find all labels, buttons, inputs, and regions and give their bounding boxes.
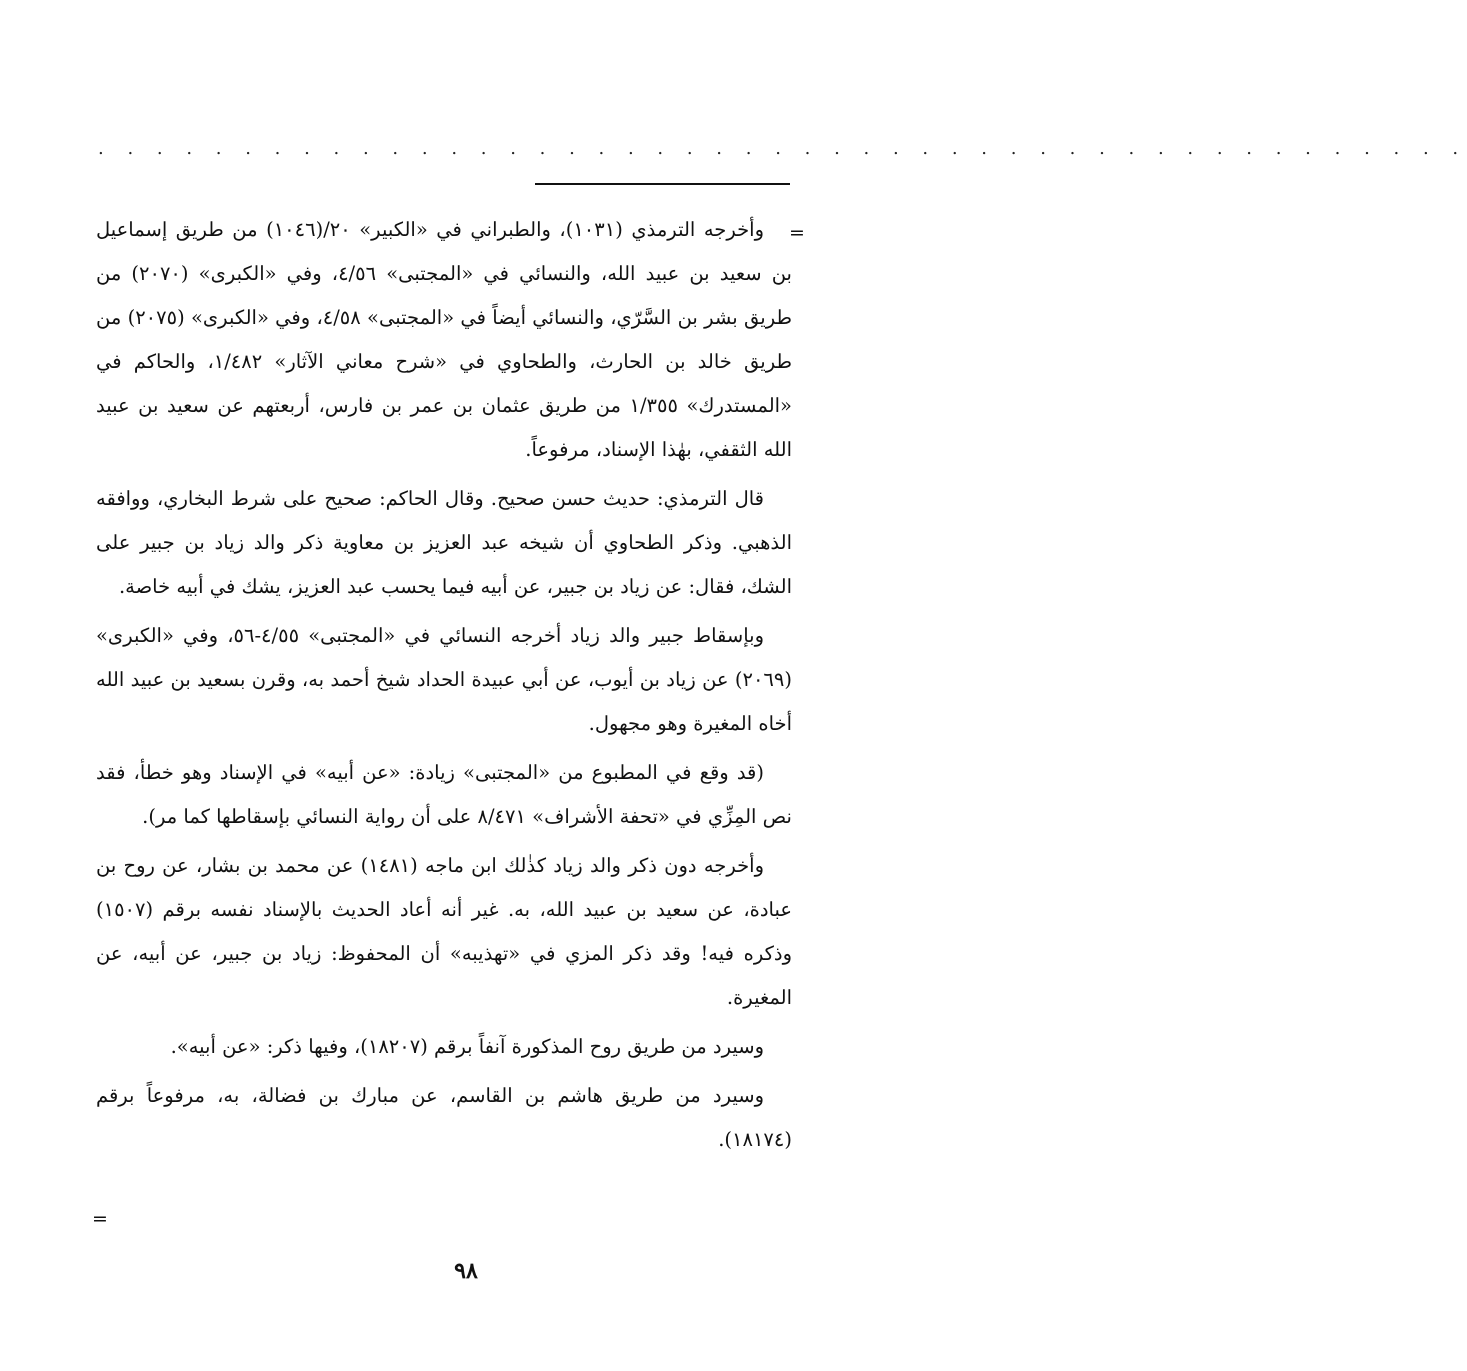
dotted-separator: . . . . . . . . . . . . . . . . . . . . . . . . . . . . . . . . . . . . . . . . . . . . . . . bbox=[98, 138, 1467, 159]
footnote-rule bbox=[535, 183, 790, 185]
continuation-mark-top: = bbox=[789, 222, 805, 244]
paragraph-4: (قد وقع في المطبوع من «المجتبى» زيادة: «عن أبيه» في الإسناد وهو خطأ، فقد نص المِزِّي في «تحفة الأشراف» ٨/٤٧١ على أن رواية النسائي بإسقاطها كما مر). bbox=[96, 761, 792, 828]
paragraph-5: وأخرجه دون ذكر والد زياد كذٰلك ابن ماجه (١٤٨١) عن محمد بن بشار، عن روح بن عبادة، عن سعيد بن عبيد الله، به. غير أنه أعاد الحديث بالإسناد نفسه برقم (١٥٠٧) وذكره فيه! وقد ذكر المزي في «تهذيبه» أن المحفوظ: زياد بن جبير، عن أبيه، عن المغيرة. bbox=[96, 854, 792, 1009]
paragraph-2: قال الترمذي: حديث حسن صحيح. وقال الحاكم: صحيح على شرط البخاري، ووافقه الذهبي. وذكر الطحاوي أن شيخه عبد العزيز بن معاوية ذكر والد زياد بن جبير على الشك، فقال: عن زياد بن جبير، عن أبيه فيما يحسب عبد العزيز، يشك في أبيه خاصة. bbox=[96, 487, 792, 598]
continuation-mark-bottom: = bbox=[92, 1208, 108, 1230]
paragraph-6: وسيرد من طريق روح المذكورة آنفاً برقم (١٨٢٠٧)، وفيها ذكر: «عن أبيه». bbox=[170, 1035, 764, 1058]
paragraph-3: وبإسقاط جبير والد زياد أخرجه النسائي في «المجتبى» ٤/٥٥-٥٦، وفي «الكبرى» (٢٠٦٩) عن زياد بن أيوب، عن أبي عبيدة الحداد شيخ أحمد به، وقرن بسعيد بن عبيد الله أخاه المغيرة وهو مجهول. bbox=[96, 624, 792, 735]
paragraph-1: وأخرجه الترمذي (١٠٣١)، والطبراني في «الكبير» ٢٠/(١٠٤٦) من طريق إسماعيل بن سعيد بن عبيد الله، والنسائي في «المجتبى» ٤/٥٦، وفي «الكبرى» (٢٠٧٠) من طريق بشر بن السَّرّي، والنسائي أيضاً في «المجتبى» ٤/٥٨، وفي «الكبرى» (٢٠٧٥) من طريق خالد بن الحارث، والطحاوي في «شرح معاني الآثار» ١/٤٨٢، والحاكم في «المستدرك» ١/٣٥٥ من طريق عثمان بن عمر بن فارس، أربعتهم عن سعيد بن عبيد الله الثقفي، بهٰذا الإسناد، مرفوعاً. bbox=[96, 218, 792, 461]
paragraph-7: وسيرد من طريق هاشم بن القاسم، عن مبارك بن فضالة، به، مرفوعاً برقم (١٨١٧٤). bbox=[96, 1084, 792, 1151]
page-number: ٩٨ bbox=[454, 1258, 478, 1284]
footnote-text bbox=[96, 208, 792, 1167]
